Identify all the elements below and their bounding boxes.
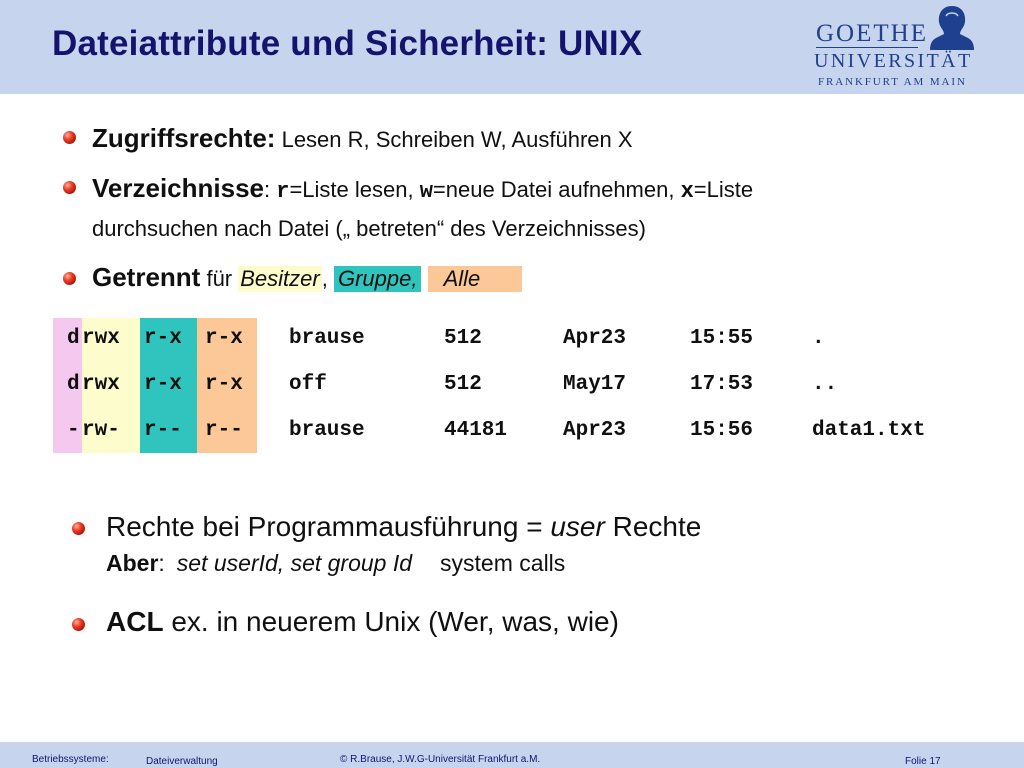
aber-line	[106, 550, 565, 577]
verzeichnisse-line2: durchsuchen nach Datei („ betreten“ des Verzeichnisses)	[92, 216, 646, 241]
gruppe-text: Gruppe,	[337, 266, 418, 291]
system-calls-text: system calls	[440, 550, 566, 576]
programmausfuehrung-text: Rechte bei Programmausführung =	[106, 511, 551, 542]
row2-name: ..	[812, 373, 838, 396]
university-logo	[812, 0, 1024, 94]
bullet-icon	[72, 522, 85, 535]
row3-date: Apr23	[563, 419, 627, 442]
row2-owner: rwx	[82, 373, 120, 396]
row2-size: 512	[444, 373, 482, 396]
bullet-icon	[63, 181, 76, 194]
bullet-zugriffsrechte	[92, 123, 633, 154]
row1-group: r-x	[144, 327, 182, 350]
verzeichnisse-r-text: =Liste lesen,	[289, 177, 420, 202]
row3-size: 44181	[444, 419, 508, 442]
verzeichnisse-w-text: =neue Datei aufnehmen,	[432, 177, 681, 202]
besitzer-text: Besitzer	[240, 266, 320, 291]
row1-time: 15:55	[690, 327, 754, 350]
row3-group: r--	[144, 419, 182, 442]
row1-owner: rwx	[82, 327, 120, 350]
row2-group: r-x	[144, 373, 182, 396]
row1-name: .	[812, 327, 825, 350]
zugriffsrechte-text: Lesen R, Schreiben W, Ausführen X	[275, 127, 633, 152]
getrennt-fuer: für	[200, 266, 239, 291]
perm-w-code: w	[419, 179, 433, 204]
acl-text: ex. in neuerem Unix (Wer, was, wie)	[163, 606, 619, 637]
bullet-verzeichnisse	[92, 173, 753, 204]
row2-user: off	[289, 373, 327, 396]
gruppe-highlight	[334, 266, 422, 292]
row3-time: 15:56	[690, 419, 754, 442]
logo-rule	[816, 47, 918, 48]
bullet-icon	[63, 131, 76, 144]
set-userid-text: set userId, set group Id	[176, 550, 413, 576]
bullet-programmausfuehrung	[106, 511, 701, 543]
row3-type: -	[67, 419, 80, 442]
row3-owner: rw-	[82, 419, 120, 442]
alle-text: Alle	[443, 266, 481, 291]
row1-other: r-x	[205, 327, 243, 350]
row2-date: May17	[563, 373, 627, 396]
user-italic: user	[550, 511, 605, 542]
bullet-icon	[63, 272, 76, 285]
logo-city-text: FRANKFURT AM MAIN	[818, 76, 967, 88]
row1-size: 512	[444, 327, 482, 350]
footer-copyright: © R.Brause, J.W.G-Universität Frankfurt a.M.	[340, 754, 541, 765]
logo-universitaet-text: UNIVERSITÄT	[814, 50, 973, 72]
goethe-bust-icon	[922, 2, 982, 50]
footer-chapter: Dateiverwaltung	[146, 756, 218, 767]
row2-other: r-x	[205, 373, 243, 396]
verzeichnisse-label: Verzeichnisse	[92, 173, 264, 203]
getrennt-comma: ,	[321, 266, 328, 291]
row1-user: brause	[289, 327, 365, 350]
row1-date: Apr23	[563, 327, 627, 350]
row3-name: data1.txt	[812, 419, 926, 442]
rechte-text: Rechte	[604, 511, 702, 542]
row3-user: brause	[289, 419, 365, 442]
footer-slide-number: Folie 17	[905, 756, 941, 767]
aber-colon: :	[158, 550, 165, 576]
zugriffsrechte-label: Zugriffsrechte:	[92, 123, 276, 153]
perm-r-code: r	[276, 179, 290, 204]
acl-label: ACL	[106, 606, 164, 637]
slide-title: Dateiattribute und Sicherheit: UNIX	[52, 24, 643, 63]
footer-course: Betriebssysteme:	[32, 754, 109, 765]
bullet-getrennt	[92, 262, 522, 293]
row3-other: r--	[205, 419, 243, 442]
perm-x-code: x	[680, 179, 694, 204]
row2-type: d	[67, 373, 80, 396]
row2-time: 17:53	[690, 373, 754, 396]
logo-goethe-text: GOETHE	[816, 20, 928, 47]
row1-type: d	[67, 327, 80, 350]
bullet-acl	[106, 606, 619, 638]
alle-highlight	[428, 266, 523, 292]
aber-label: Aber	[106, 550, 159, 576]
verzeichnisse-x-text: =Liste	[693, 177, 754, 202]
getrennt-label: Getrennt	[92, 262, 201, 292]
bullet-icon	[72, 618, 85, 631]
besitzer-highlight	[238, 266, 321, 292]
verzeichnisse-sep: :	[264, 177, 277, 202]
